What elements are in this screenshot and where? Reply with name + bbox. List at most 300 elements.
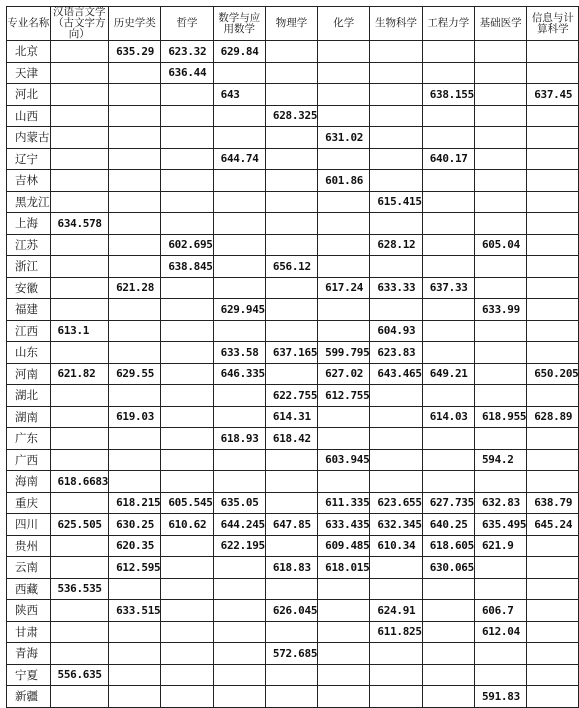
score-cell: 621.28 [109, 277, 161, 299]
score-cell [109, 170, 161, 192]
score-cell [50, 342, 109, 364]
table-row [7, 385, 579, 407]
score-cell [265, 621, 317, 643]
province-cell: 海南 [7, 471, 51, 493]
score-cell [370, 578, 422, 600]
table-row [7, 213, 579, 235]
score-cell [50, 449, 109, 471]
score-cell [527, 62, 579, 84]
score-cell [109, 234, 161, 256]
column-header: 基础医学 [474, 7, 526, 41]
score-cell [422, 449, 474, 471]
table-row [7, 621, 579, 643]
province-cell: 北京 [7, 41, 51, 63]
score-cell [370, 105, 422, 127]
score-cell: 638.845 [161, 256, 213, 278]
score-cell: 626.045 [265, 600, 317, 622]
score-cell [109, 256, 161, 278]
score-cell: 622.195 [213, 535, 265, 557]
score-cell [422, 428, 474, 450]
score-cell [50, 127, 109, 149]
score-cell: 604.93 [370, 320, 422, 342]
score-cell: 617.24 [318, 277, 370, 299]
table-row [7, 471, 579, 493]
score-cell [474, 557, 526, 579]
score-cell [318, 191, 370, 213]
province-cell: 辽宁 [7, 148, 51, 170]
score-cell [109, 471, 161, 493]
score-cell: 622.755 [265, 385, 317, 407]
score-cell [161, 557, 213, 579]
table-row [7, 320, 579, 342]
column-header: 信息与计算科学 [527, 7, 579, 41]
score-cell [474, 428, 526, 450]
table-row [7, 492, 579, 514]
score-cell [109, 105, 161, 127]
score-cell [474, 277, 526, 299]
score-cell [50, 600, 109, 622]
score-cell [213, 256, 265, 278]
score-cell [527, 664, 579, 686]
score-cell [265, 170, 317, 192]
score-cell: 640.17 [422, 148, 474, 170]
score-cell [161, 170, 213, 192]
score-cell: 633.435 [318, 514, 370, 536]
table-row [7, 234, 579, 256]
score-cell [161, 578, 213, 600]
score-cell [527, 686, 579, 708]
score-cell [265, 84, 317, 106]
score-cell [318, 62, 370, 84]
score-cell: 611.825 [370, 621, 422, 643]
score-cell: 621.82 [50, 363, 109, 385]
score-cell [422, 686, 474, 708]
column-header: 数学与应用数学 [213, 7, 265, 41]
score-cell [318, 299, 370, 321]
score-cell [422, 342, 474, 364]
score-cell: 646.335 [213, 363, 265, 385]
table-row [7, 256, 579, 278]
score-cell [161, 148, 213, 170]
score-cell: 536.535 [50, 578, 109, 600]
score-cell [50, 557, 109, 579]
province-cell: 甘肃 [7, 621, 51, 643]
score-cell [213, 127, 265, 149]
score-cell [527, 299, 579, 321]
score-cell [474, 41, 526, 63]
score-cell [265, 127, 317, 149]
score-cell [422, 234, 474, 256]
score-cell [213, 449, 265, 471]
score-cell [527, 41, 579, 63]
score-cell: 618.955 [474, 406, 526, 428]
score-cell: 621.9 [474, 535, 526, 557]
score-cell: 603.945 [318, 449, 370, 471]
score-cell: 629.84 [213, 41, 265, 63]
table-row [7, 578, 579, 600]
score-cell: 556.635 [50, 664, 109, 686]
score-cell: 623.655 [370, 492, 422, 514]
table-row [7, 62, 579, 84]
province-cell: 天津 [7, 62, 51, 84]
score-cell [265, 277, 317, 299]
score-cell: 633.99 [474, 299, 526, 321]
score-cell: 634.578 [50, 213, 109, 235]
score-cell [161, 449, 213, 471]
province-cell: 黑龙江 [7, 191, 51, 213]
score-cell [213, 621, 265, 643]
score-cell [474, 191, 526, 213]
score-cell [474, 664, 526, 686]
score-cell [527, 621, 579, 643]
score-cell: 627.02 [318, 363, 370, 385]
column-header: 工程力学 [422, 7, 474, 41]
score-cell: 635.05 [213, 492, 265, 514]
score-cell: 623.32 [161, 41, 213, 63]
score-cell [213, 471, 265, 493]
score-cell [213, 62, 265, 84]
score-cell [370, 84, 422, 106]
province-cell: 重庆 [7, 492, 51, 514]
score-cell [161, 385, 213, 407]
table-row [7, 277, 579, 299]
province-cell: 福建 [7, 299, 51, 321]
score-cell [50, 41, 109, 63]
table-row [7, 449, 579, 471]
score-cell [50, 406, 109, 428]
score-cell: 629.945 [213, 299, 265, 321]
score-cell [161, 320, 213, 342]
score-cell [161, 84, 213, 106]
score-cell: 618.6683 [50, 471, 109, 493]
column-header: 专业名称 [7, 7, 51, 41]
score-cell [213, 557, 265, 579]
score-cell [370, 299, 422, 321]
score-cell [527, 191, 579, 213]
score-cell [161, 406, 213, 428]
score-cell [370, 385, 422, 407]
score-cell: 618.215 [109, 492, 161, 514]
score-cell: 632.345 [370, 514, 422, 536]
score-cell: 611.335 [318, 492, 370, 514]
score-cell [318, 41, 370, 63]
score-cell [527, 643, 579, 665]
score-cell: 612.755 [318, 385, 370, 407]
score-cell [474, 84, 526, 106]
province-cell: 河北 [7, 84, 51, 106]
column-header: 生物科学 [370, 7, 422, 41]
score-cell: 630.065 [422, 557, 474, 579]
column-header: 汉语言文学（古文字方向） [50, 7, 109, 41]
table-row [7, 191, 579, 213]
score-cell [527, 213, 579, 235]
score-cell [370, 62, 422, 84]
table-row [7, 406, 579, 428]
score-cell [50, 299, 109, 321]
province-cell: 山东 [7, 342, 51, 364]
province-cell: 四川 [7, 514, 51, 536]
score-cell [213, 105, 265, 127]
score-cell [265, 363, 317, 385]
score-cell: 599.795 [318, 342, 370, 364]
province-cell: 河南 [7, 363, 51, 385]
score-cell [527, 320, 579, 342]
score-cell [109, 449, 161, 471]
score-cell [422, 643, 474, 665]
score-cell [370, 213, 422, 235]
province-cell: 内蒙古 [7, 127, 51, 149]
score-cell [474, 170, 526, 192]
score-cell: 628.12 [370, 234, 422, 256]
table-header-row [7, 7, 579, 41]
score-cell [161, 105, 213, 127]
score-cell: 594.2 [474, 449, 526, 471]
score-cell [50, 105, 109, 127]
table-row [7, 127, 579, 149]
score-cell [370, 686, 422, 708]
score-cell: 609.485 [318, 535, 370, 557]
table-row [7, 514, 579, 536]
score-cell: 628.325 [265, 105, 317, 127]
score-cell: 605.545 [161, 492, 213, 514]
score-cell [422, 213, 474, 235]
score-cell: 618.605 [422, 535, 474, 557]
table-row [7, 170, 579, 192]
score-cell [50, 234, 109, 256]
score-cell: 613.1 [50, 320, 109, 342]
score-cell [318, 643, 370, 665]
score-cell [161, 363, 213, 385]
score-cell [161, 600, 213, 622]
score-cell: 643 [213, 84, 265, 106]
score-cell [527, 342, 579, 364]
score-cell [318, 471, 370, 493]
score-cell: 633.33 [370, 277, 422, 299]
score-cell: 605.04 [474, 234, 526, 256]
table-row [7, 342, 579, 364]
score-cell: 602.695 [161, 234, 213, 256]
score-cell [370, 428, 422, 450]
score-cell: 601.86 [318, 170, 370, 192]
score-cell [109, 621, 161, 643]
score-cell [527, 600, 579, 622]
score-cell [422, 299, 474, 321]
score-cell: 643.465 [370, 363, 422, 385]
score-cell: 649.21 [422, 363, 474, 385]
score-cell: 625.505 [50, 514, 109, 536]
score-cell [109, 62, 161, 84]
score-cell [50, 191, 109, 213]
score-cell [265, 213, 317, 235]
score-cell [422, 578, 474, 600]
score-cell: 615.415 [370, 191, 422, 213]
score-cell: 632.83 [474, 492, 526, 514]
score-cell [161, 664, 213, 686]
province-cell: 山西 [7, 105, 51, 127]
score-cell: 644.74 [213, 148, 265, 170]
score-cell [161, 213, 213, 235]
score-cell [161, 428, 213, 450]
score-cell [318, 256, 370, 278]
score-cell [265, 686, 317, 708]
score-cell [109, 428, 161, 450]
score-cell [161, 342, 213, 364]
score-cell [422, 320, 474, 342]
score-cell: 614.31 [265, 406, 317, 428]
score-cell [265, 234, 317, 256]
score-cell [265, 664, 317, 686]
province-cell: 云南 [7, 557, 51, 579]
table-row [7, 600, 579, 622]
score-cell [265, 578, 317, 600]
column-header: 化学 [318, 7, 370, 41]
score-cell: 656.12 [265, 256, 317, 278]
score-cell [50, 170, 109, 192]
province-cell: 安徽 [7, 277, 51, 299]
score-cell [527, 385, 579, 407]
score-cell [318, 686, 370, 708]
table-row [7, 643, 579, 665]
score-cell [474, 643, 526, 665]
score-cell [161, 191, 213, 213]
province-cell: 湖南 [7, 406, 51, 428]
score-cell [318, 105, 370, 127]
score-cell: 638.79 [527, 492, 579, 514]
province-cell: 青海 [7, 643, 51, 665]
score-cell [527, 127, 579, 149]
score-cell [318, 320, 370, 342]
score-cell [527, 428, 579, 450]
score-cell [50, 621, 109, 643]
score-table [6, 6, 579, 708]
score-cell [161, 643, 213, 665]
score-cell [161, 535, 213, 557]
score-cell [265, 449, 317, 471]
province-cell: 宁夏 [7, 664, 51, 686]
score-cell [50, 148, 109, 170]
province-cell: 湖北 [7, 385, 51, 407]
score-cell [422, 664, 474, 686]
province-cell: 上海 [7, 213, 51, 235]
province-cell: 广东 [7, 428, 51, 450]
score-cell [109, 342, 161, 364]
score-cell [109, 320, 161, 342]
score-cell [109, 664, 161, 686]
score-cell [318, 578, 370, 600]
score-table-container [6, 6, 579, 708]
score-cell [527, 105, 579, 127]
score-cell [109, 686, 161, 708]
score-cell [318, 213, 370, 235]
score-cell [422, 127, 474, 149]
province-cell: 新疆 [7, 686, 51, 708]
score-cell [318, 84, 370, 106]
score-cell [370, 256, 422, 278]
column-header: 历史学类 [109, 7, 161, 41]
score-cell [527, 148, 579, 170]
score-cell [370, 41, 422, 63]
score-cell [370, 643, 422, 665]
score-cell: 628.89 [527, 406, 579, 428]
score-cell [422, 105, 474, 127]
score-cell: 618.83 [265, 557, 317, 579]
province-cell: 陕西 [7, 600, 51, 622]
score-cell [422, 41, 474, 63]
score-cell [213, 643, 265, 665]
score-cell [50, 385, 109, 407]
score-cell [50, 428, 109, 450]
score-cell [213, 664, 265, 686]
column-header: 哲学 [161, 7, 213, 41]
score-cell [527, 471, 579, 493]
province-cell: 广西 [7, 449, 51, 471]
score-cell [265, 535, 317, 557]
score-cell: 612.595 [109, 557, 161, 579]
score-cell [527, 234, 579, 256]
score-cell [474, 105, 526, 127]
score-cell [265, 148, 317, 170]
score-cell [527, 578, 579, 600]
score-cell: 629.55 [109, 363, 161, 385]
score-cell: 647.85 [265, 514, 317, 536]
score-cell: 636.44 [161, 62, 213, 84]
score-cell [265, 320, 317, 342]
score-cell [161, 127, 213, 149]
score-cell [474, 342, 526, 364]
score-cell [527, 449, 579, 471]
score-cell [213, 234, 265, 256]
table-row [7, 363, 579, 385]
score-cell: 606.7 [474, 600, 526, 622]
table-row [7, 428, 579, 450]
score-cell: 572.685 [265, 643, 317, 665]
score-cell [474, 363, 526, 385]
score-cell [50, 84, 109, 106]
score-cell [213, 191, 265, 213]
province-cell: 江西 [7, 320, 51, 342]
table-row [7, 535, 579, 557]
score-cell [213, 686, 265, 708]
table-body [7, 41, 579, 708]
score-cell [370, 406, 422, 428]
score-cell [318, 428, 370, 450]
score-cell: 614.03 [422, 406, 474, 428]
score-cell: 591.83 [474, 686, 526, 708]
score-cell [213, 406, 265, 428]
score-cell [161, 299, 213, 321]
score-cell [109, 299, 161, 321]
score-cell [161, 277, 213, 299]
score-cell [474, 471, 526, 493]
score-cell [265, 191, 317, 213]
score-cell [527, 256, 579, 278]
score-cell: 644.245 [213, 514, 265, 536]
score-cell [422, 256, 474, 278]
score-cell [370, 664, 422, 686]
table-row [7, 686, 579, 708]
table-row [7, 84, 579, 106]
score-cell [474, 213, 526, 235]
province-cell: 贵州 [7, 535, 51, 557]
score-cell: 618.015 [318, 557, 370, 579]
score-cell: 638.155 [422, 84, 474, 106]
province-cell: 浙江 [7, 256, 51, 278]
score-cell [109, 84, 161, 106]
score-cell [50, 62, 109, 84]
score-cell: 645.24 [527, 514, 579, 536]
score-cell [109, 578, 161, 600]
score-cell [213, 277, 265, 299]
